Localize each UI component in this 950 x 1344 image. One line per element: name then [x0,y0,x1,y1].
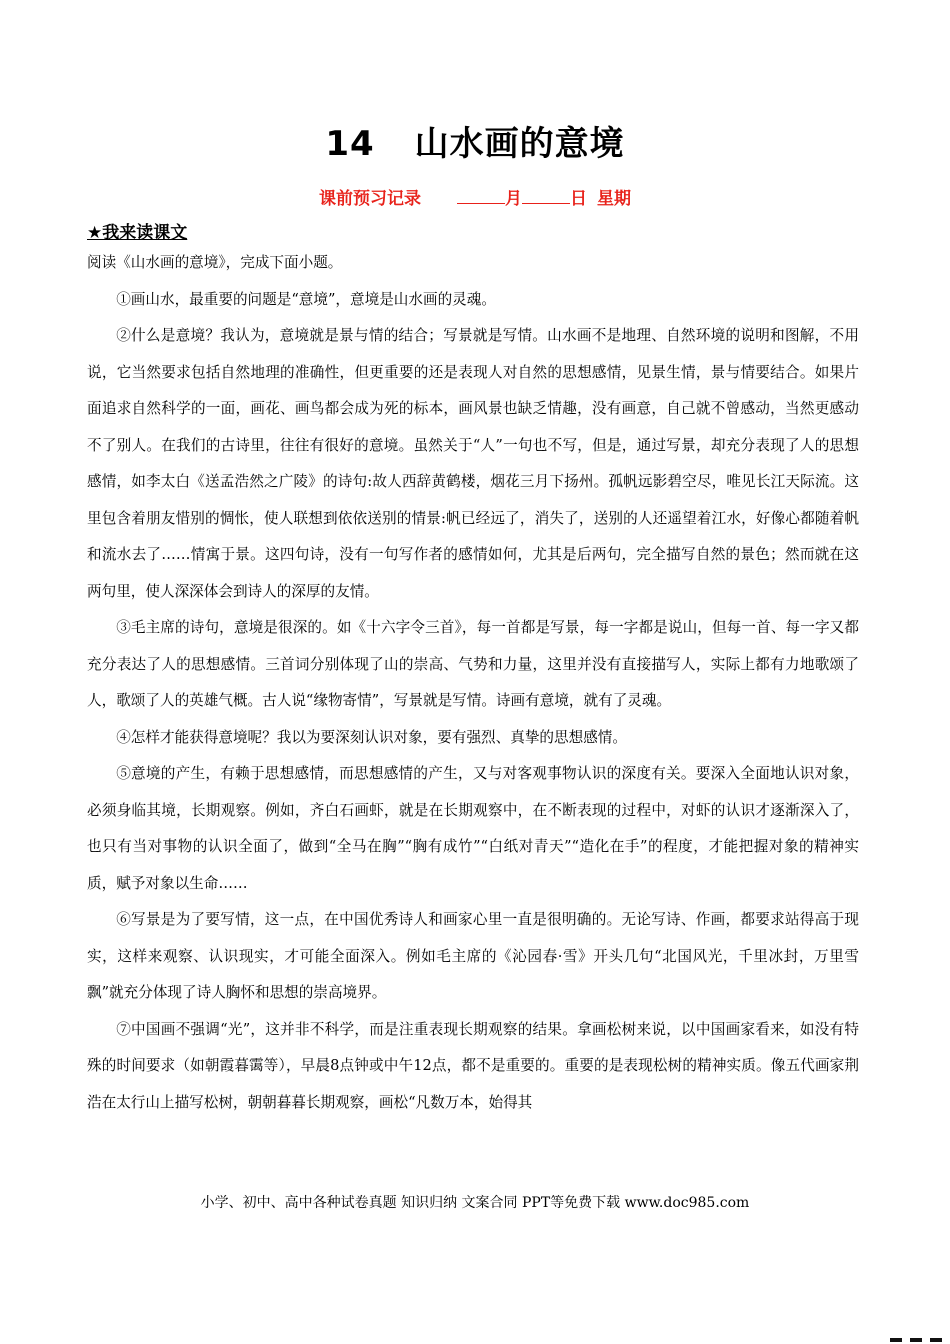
preview-record-line [0,184,950,209]
intro-text: 阅读《山水画的意境》，完成下面小题。 [87,254,343,271]
day-blank[interactable] [522,187,570,204]
month-blank[interactable] [457,187,505,204]
paragraph-1: ①画山水，最重要的问题是“意境”，意境是山水画的灵魂。 [116,290,496,308]
paragraph-2: ②什么是意境？我认为，意境就是景与情的结合；写景就是写情。山水画不是地理、自然环境的说明和图解，不用说，它当然要求包括自然地理的准确性，但更重要的还是表现人对自然的思想感情，见景生情，景与情要结合。如果片面追求自然科学的一面，画花、画鸟都会成为死的标本，画风景也缺乏情趣，没有画意，自己就不曾感动，当然更感动不了别人。在我们的古诗里，往往有很好的意境。虽然关于“人”一句也不写，但是，通过写景，却充分表现了人的思想感情，如李太白《送孟浩然之广陵》的诗句:故人西辞黄鹤楼，烟花三月下扬州。孤帆远影碧空尽，唯见长江天际流。这里包含着朋友惜别的惆怅，使人联想到依依送别的情景:帆已经远了，消失了，送别的人还遥望着江水，好像心都随着帆和流水去了……情寓于景。这四句诗，没有一句写作者的感情如何，尤其是后两句，完全描写自然的景色；然而就在这两句里，使人深深体会到诗人的深厚的友情。 [87,327,859,600]
paragraph-6: ⑥写景是为了要写情，这一点，在中国优秀诗人和画家心里一直是很明确的。无论写诗、作画，都要求站得高于现实，这样来观察、认识现实，才可能全面深入。例如毛主席的《沁园春·雪》开头几句“北国风光，千里冰封，万里雪飘”就充分体现了诗人胸怀和思想的崇高境界。 [87,911,859,1001]
page-footer: 小学、初中、高中各种试卷真题 知识归纳 文案合同 PPT等免费下载 www.doc985.com [200,1195,750,1211]
day-label: 日 [570,189,587,209]
month-label: 月 [505,189,522,209]
paragraph-7: ⑦中国画不强调“光”，这并非不科学，而是注重表现长期观察的结果。拿画松树来说，以中国画家看来，如没有特殊的时间要求（如朝霞暮霭等），早晨8点钟或中午12点，都不是重要的。重要的是表现松树的精神实质。像五代画家荆浩在太行山上描写松树，朝朝暮暮长期观察，画松“凡数万本，始得其 [87,1020,859,1111]
paragraph-5: ⑤意境的产生，有赖于思想感情，而思想感情的产生，又与对客观事物认识的深度有关。要深入全面地认识对象，必须身临其境，长期观察。例如，齐白石画虾，就是在长期观察中，在不断表现的过程中，对虾的认识才逐渐深入了，也只有当对事物的认识全面了，做到“全马在胸”“胸有成竹”“白纸对青天”“造化在手”的程度，才能把握对象的精神实质，赋予对象以生命…… [87,765,859,892]
page-title [0,116,950,165]
corner-mark [880,1334,950,1344]
section-heading: ★我来读课文 [87,223,188,243]
record-label: 课前预习记录 [319,189,421,209]
week-label: 星期 [597,189,631,209]
article-body [87,245,859,1121]
paragraph-4: ④怎样才能获得意境呢？我以为要深刻认识对象，要有强烈、真挚的思想感情。 [116,728,627,746]
lesson-number: 14 [325,124,375,164]
lesson-title: 山水画的意境 [414,124,625,164]
paragraph-3: ③毛主席的诗句，意境是很深的。如《十六字令三首》，每一首都是写景，每一字都是说山，但每一首、每一字又都充分表达了人的思想感情。三首词分别体现了山的崇高、气势和力量，这里并没有直接描写人，实际上都有力地歌颂了人，歌颂了人的英雄气概。古人说“缘物寄情”，写景就是写情。诗画有意境，就有了灵魂。 [87,619,859,709]
